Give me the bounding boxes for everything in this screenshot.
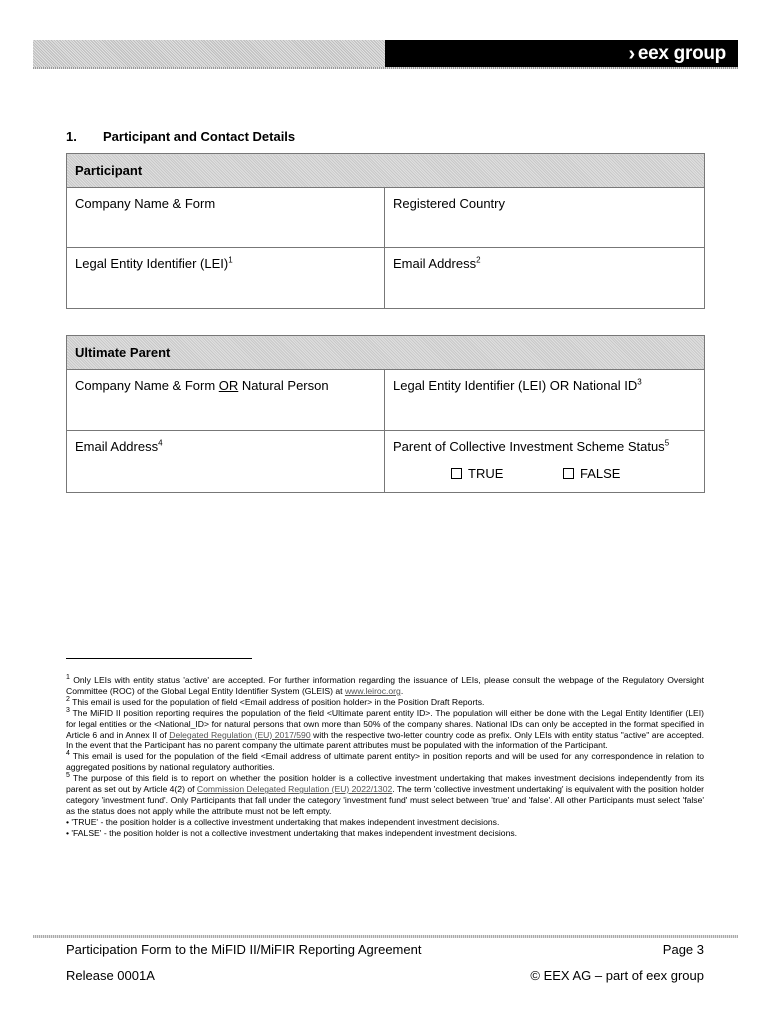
parent-email-field[interactable] <box>67 431 385 493</box>
footnote-number: 2 <box>66 695 70 703</box>
footnote-ref-5: 5 <box>664 438 670 448</box>
company-name-label: Company Name & Form <box>75 196 216 211</box>
footnote-2 <box>66 697 704 708</box>
footnote-4 <box>66 751 704 773</box>
cis-status-label: Parent of Collective Investment Scheme Status <box>393 439 665 454</box>
parent-lei-label: Legal Entity Identifier (LEI) OR National ID <box>393 378 638 393</box>
lei-label: Legal Entity Identifier (LEI) <box>75 256 229 271</box>
email-label: Email Address <box>393 256 477 271</box>
footnote-ref-1: 1 <box>228 255 233 265</box>
company-name-field[interactable] <box>67 188 385 248</box>
footnote-text: Only LEIs with entity status 'active' are accepted. For further information regarding the issuance of LEIs, please consult the webpage of the Regulatory Oversight Committee (ROC) of the Global Legal Entity Identifier System (GLEIS) at <box>66 675 704 696</box>
section-title-text: Participant and Contact Details <box>103 129 296 144</box>
ultimate-parent-heading: Ultimate Parent <box>67 336 705 370</box>
cis-status-field <box>385 431 705 493</box>
footnote-ref-2: 2 <box>476 255 481 265</box>
leiroc-link[interactable]: www.leiroc.org <box>344 685 401 696</box>
parent-lei-field[interactable] <box>385 370 705 431</box>
footer-row-2 <box>66 968 704 983</box>
footnote-text: with the respective two-letter country code as prefix. Only LEIs with entity status "active" are accepted. In the event that the Participant has no parent company the ultimate parent attributes must be populated with the information of the Participant. <box>66 729 705 751</box>
parent-company-label: Company Name & Form <box>75 378 219 393</box>
footer-doc-title: Participation Form to the MiFID II/MiFIR Reporting Agreement <box>66 942 422 957</box>
footnote-text: . <box>400 685 404 696</box>
or-label: OR <box>218 378 239 393</box>
footnote-5 <box>66 773 704 817</box>
footnote-ref-4: 4 <box>158 438 163 448</box>
footnote-number: 4 <box>66 750 70 758</box>
footnote-bullet-true: • 'TRUE' - the position holder is a collective investment undertaking that makes independent investment decisions. <box>66 816 500 827</box>
email-field[interactable] <box>385 248 705 309</box>
footnote-1 <box>66 675 704 697</box>
registered-country-field[interactable] <box>385 188 705 248</box>
footnotes <box>66 675 704 839</box>
footer-divider <box>33 935 738 938</box>
footnote-bullet-false: • 'FALSE' - the position holder is not a collective investment undertaking that makes independent investment decisions. <box>66 827 518 838</box>
ultimate-parent-table <box>66 335 705 493</box>
cis-options <box>393 466 696 481</box>
false-label: FALSE <box>580 466 621 481</box>
footer-row-1 <box>66 942 704 957</box>
commission-regulation-link[interactable]: Commission Delegated Regulation (EU) 2022/1302 <box>196 784 393 795</box>
participant-heading: Participant <box>67 154 705 188</box>
parent-company-field[interactable] <box>67 370 385 431</box>
brand-logo <box>385 40 738 68</box>
header-pattern <box>33 40 385 68</box>
footnote-number: 3 <box>66 706 70 714</box>
footnote-ref-3: 3 <box>637 377 642 387</box>
section-number: 1. <box>66 129 77 144</box>
brand-name: eex group <box>637 43 726 64</box>
delegated-regulation-link[interactable]: Delegated Regulation (EU) 2017/590 <box>169 729 311 740</box>
checkbox-icon <box>563 468 574 479</box>
checkbox-icon <box>451 468 462 479</box>
natural-person-label: Natural Person <box>238 378 329 393</box>
footnote-text: This email is used for the population of field <Email address of position holder> in the Position Draft Reports. <box>69 696 485 707</box>
true-label: TRUE <box>468 466 504 481</box>
footnote-3 <box>66 708 704 752</box>
registered-country-label: Registered Country <box>393 196 505 211</box>
footnote-text: . The term 'collective investment undertaking' is equivalent with the position holder category 'investment fund'. Only Participants that fall under the category 'investment fund' must select between 'true' and 'false'. All other Participants must select 'false' as the status does not apply while the attribute must not be left empty. <box>66 784 704 816</box>
footnote-text: The purpose of this field is to report on whether the position holder is a collective investment undertaking that makes investment decisions independently from its parent as set out by Article 4(2) of <box>66 773 704 795</box>
section-title <box>66 129 295 144</box>
chevron-right-icon: › <box>628 42 635 65</box>
false-checkbox[interactable] <box>563 466 620 481</box>
true-checkbox[interactable] <box>451 466 503 481</box>
copyright: © EEX AG – part of eex group <box>530 968 704 983</box>
participant-table <box>66 153 705 309</box>
parent-email-label: Email Address <box>75 439 159 454</box>
page-header <box>33 40 738 68</box>
footnote-number: 5 <box>66 772 70 780</box>
page-number: Page 3 <box>662 942 704 957</box>
lei-field[interactable] <box>67 248 385 309</box>
footnote-separator <box>66 658 252 659</box>
footnote-number: 1 <box>66 674 70 682</box>
footnote-text: This email is used for the population of the field <Email address of ultimate parent entity> in position reports and will be used for any correspondence in relation to aggregated positions by national regulatory authorities. <box>66 751 704 773</box>
header-divider <box>33 67 738 69</box>
release-label: Release 0001A <box>66 968 155 983</box>
footnote-text: The MiFID II position reporting requires the population of the field <Ultimate parent entity ID>. The population will either be done with the Legal Entity Identifier (LEI) for legal entities or the <National_ID> for natural persons that own more than 50% of the company shares. National IDs can only be accepted in the format specified in Article 6 and in Annex II of <box>66 707 704 740</box>
